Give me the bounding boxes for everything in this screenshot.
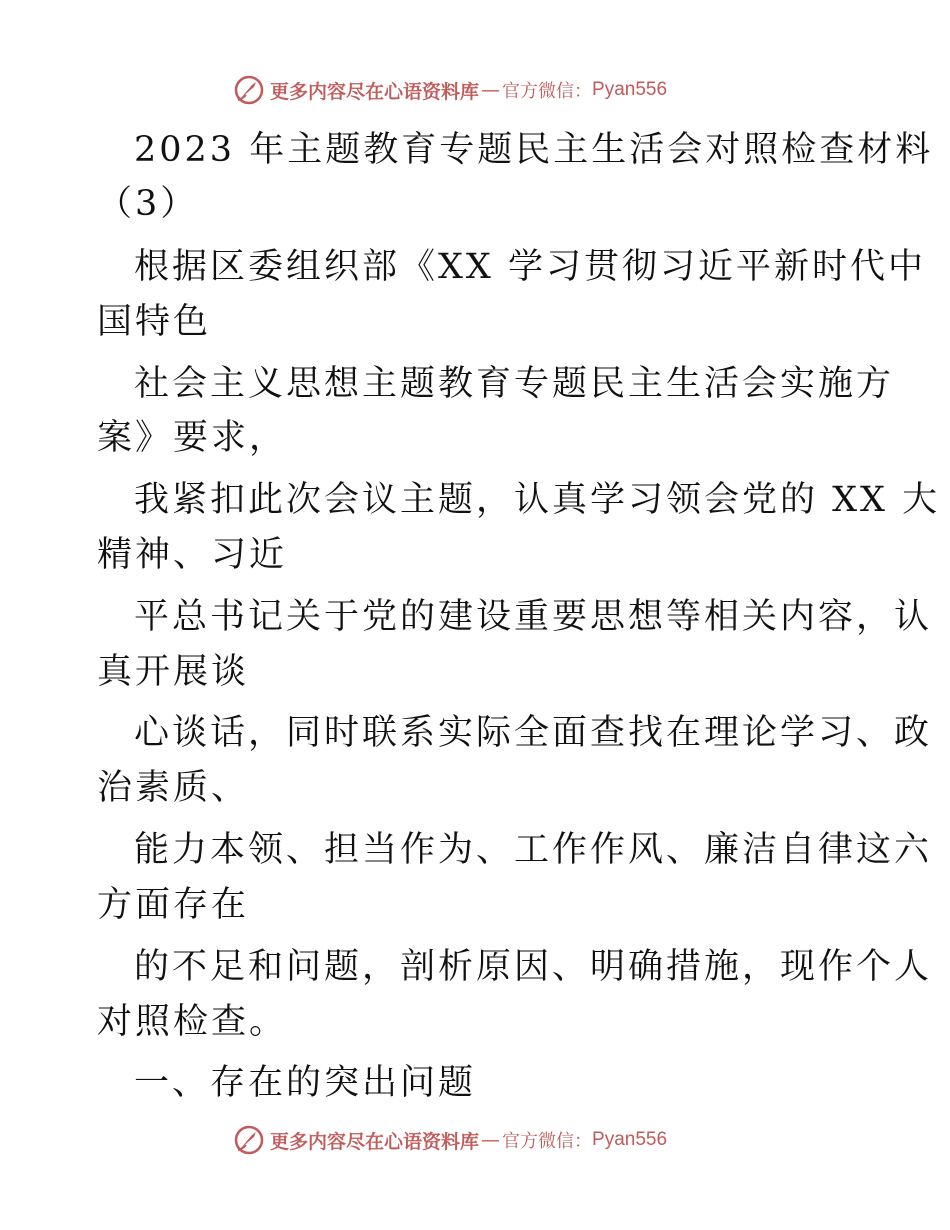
header-watermark [232,70,667,110]
watermark-dash: — [481,79,501,101]
watermark-wechat-id: Pyan556 [592,79,668,100]
footer-watermark [232,1120,667,1160]
paragraph-line: 方面存在 [97,885,250,925]
pen-nib-circle-icon [232,1123,266,1157]
watermark-site-name: 更多内容尽在心语资料库 [270,1130,480,1153]
paragraph-line: 治素质、 [97,768,250,808]
paragraph-line: 精神、习近 [97,535,288,575]
paragraph-line: 心谈话，同时联系实际全面查找在理论学习、政 [134,713,933,753]
paragraph-line: 能力本领、担当作为、工作作风、廉洁自律这六 [134,830,933,870]
paragraph-line: 社会主义思想主题教育专题民主生活会实施方 [134,364,895,404]
paragraph-line: 我紧扣此次会议主题，认真学习领会党的 XX 大 [134,480,941,520]
watermark-dash: — [481,1129,501,1151]
paragraph-line: 对照检查。 [97,1002,288,1042]
watermark-label: 官方微信： [502,81,593,102]
paragraph-line: 的不足和问题，剖析原因、明确措施，现作个人 [134,947,933,987]
watermark-wechat-id: Pyan556 [592,1129,668,1150]
paragraph-line: 案》要求， [97,418,288,458]
pen-nib-circle-icon [232,73,266,107]
watermark-label: 官方微信： [502,1131,593,1152]
document-title: 2023 年主题教育专题民主生活会对照检查材料 [134,130,934,170]
paragraph-line: 真开展谈 [97,652,250,692]
paragraph-line: 国特色 [97,302,212,342]
paragraph-line: 根据区委组织部《XX 学习贯彻习近平新时代中 [134,247,926,287]
document-title-suffix: （3） [97,184,199,224]
paragraph-line: 平总书记关于党的建设重要思想等相关内容，认 [134,597,933,637]
section-heading: 一、存在的突出问题 [134,1063,477,1103]
watermark-site-name: 更多内容尽在心语资料库 [270,80,480,103]
